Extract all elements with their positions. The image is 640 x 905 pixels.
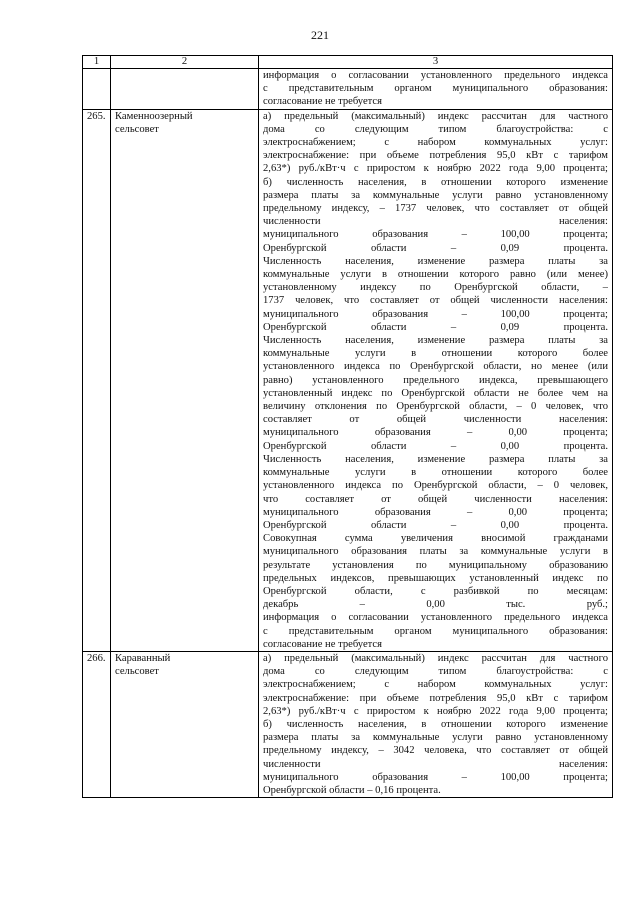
text-line: с представительным органом муниципального образования: [263,625,608,637]
text-line: установленный индекс по Оренбургской области не более чем на [263,387,608,399]
text-line: а) предельный (максимальный) индекс рассчитан для частного [263,652,608,664]
text-line: информация о согласовании установленного предельного индекса [263,70,608,81]
table-row [83,651,613,797]
text-line: дома со следующим типом благоустройства: с [263,666,608,678]
text-line: муниципального образования – 100,00 процента; [263,771,608,783]
row-text [259,109,613,651]
table-row [83,109,613,651]
text-line: результате установления по муниципальному образованию [263,559,608,571]
text-line: Оренбургской области – 0,00 процента. [263,440,608,452]
text-line: что составляет от общей численности населения: [263,493,608,505]
municipality-name [111,109,259,651]
text-line: установленному индексу по Оренбургской области, – [263,282,608,294]
row-number: 265. [83,109,111,651]
page-number: 221 [311,28,329,42]
text-line: установленного индекса по Оренбургской области, – 0 человек, [263,480,608,492]
text-line: а) предельный (максимальный) индекс рассчитан для частного [263,110,608,122]
text-line: декабрь – 0,00 тыс. руб.; [263,599,608,611]
text-line: Численность населения, изменение размера платы за [263,453,608,465]
text-line: Оренбургской области – 0,09 процента. [263,242,608,254]
text-line: электроснабжением; с набором коммунальных услуг: [263,679,608,691]
text-line: электроснабжение: при объеме потребления 95,0 кВт с тарифом [263,692,608,704]
text-line: муниципального образования платы за коммунальные услуги в [263,546,608,558]
text-line: электроснабжением; с набором коммунальных услуг: [263,137,608,149]
text-line: 2,63*) руб./кВт·ч с приростом к ноябрю 2022 года 9,00 процента; [263,705,608,717]
text-line: б) численность населения, в отношении которого изменение [263,176,608,188]
text-line: Численность населения, изменение размера платы за [263,335,608,347]
text-line: Оренбургской области – 0,16 процента. [263,784,441,796]
table-header-row [83,56,613,69]
text-line: Совокупная сумма увеличения вносимой гражданами [263,533,608,545]
text-line: равно) установленного предельного индекса, превышающего [263,374,608,386]
text-line: муниципального образования – 100,00 процента; [263,229,608,241]
text-line: б) численность населения, в отношении которого изменение [263,718,608,730]
text-line: коммунальные услуги в отношении которого равно (или менее) [263,269,608,281]
column-header-2: 2 [111,56,259,69]
text-line: предельному индексу, – 3042 человека, что составляет от общей [263,745,608,757]
column-header-1: 1 [83,56,111,69]
text-line: численности населения: [263,216,608,228]
municipality-name-line: Каменноозерный [115,110,193,122]
text-line: предельных индексов, превышающих установленный индекс по [263,572,608,584]
text-line: Оренбургской области – 0,09 процента. [263,321,608,333]
text-line: предельному индексу, – 1737 человек, что составляет от общей [263,203,608,215]
column-header-3: 3 [259,56,613,69]
text-line: размера платы за коммунальные услуги равно установленному [263,189,608,201]
text-line: Численность населения, изменение размера платы за [263,255,608,267]
row-text [259,651,613,797]
text-line: коммунальные услуги в отношении которого более [263,467,608,479]
continuation-row [83,69,613,110]
document-table [82,55,613,798]
text-line: Оренбургской области, с разбивкой по месяцам: [263,585,608,597]
text-line: согласование не требуется [263,638,383,650]
text-line: муниципального образования – 0,00 процента; [263,427,608,439]
text-line: 1737 человек, что составляет от общей численности населения: [263,295,608,307]
text-line: муниципального образования – 0,00 процента; [263,506,608,518]
row-number: 266. [83,651,111,797]
text-line: 2,63*) руб./кВт·ч с приростом к ноябрю 2022 года 9,00 процента; [263,163,608,175]
text-line: установленного индекса по Оренбургской области, но менее (или [263,361,608,373]
text-line: согласование не требуется [263,96,383,108]
text-line: размера платы за коммунальные услуги равно установленному [263,732,608,744]
text-line: электроснабжение: при объеме потребления 95,0 кВт с тарифом [263,150,608,162]
municipality-name-line: сельсовет [115,123,159,135]
municipality-name-line: сельсовет [115,666,159,678]
text-line: с представительным органом муниципального образования: [263,83,608,95]
text-line: дома со следующим типом благоустройства: с [263,123,608,135]
continuation-text [259,69,613,110]
municipality-name [111,651,259,797]
text-line: муниципального образования – 100,00 процента; [263,308,608,320]
text-line: величину отклонения по Оренбургской области, – 0 человек, что [263,401,608,413]
text-line: Оренбургской области – 0,00 процента. [263,519,608,531]
municipality-name-line: Караванный [115,652,171,664]
text-line: составляет от общей численности населения: [263,414,608,426]
text-line: численности населения: [263,758,608,770]
text-line: информация о согласовании установленного предельного индекса [263,612,608,624]
text-line: коммунальные услуги в отношении которого более [263,348,608,360]
